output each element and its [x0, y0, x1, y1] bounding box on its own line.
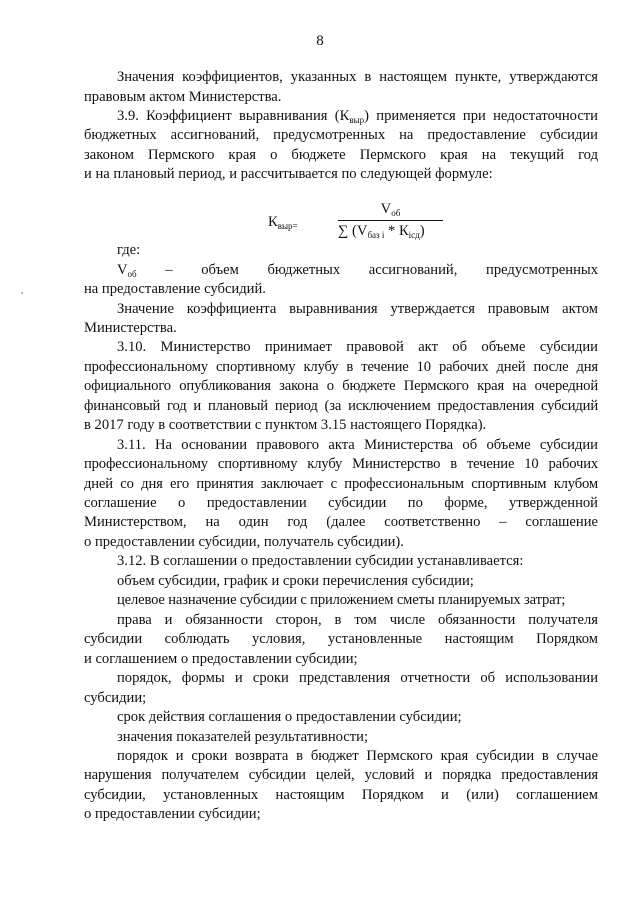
text-line: в 2017 году в соответствии с пунктом 3.15 настоящего Порядка). — [84, 417, 487, 433]
text-line: бюджетных ассигнований, предусмотренных на предоставление субсидии — [84, 127, 598, 143]
text-line: финансовый год и плановый период (за исключением предоставления субсидий — [84, 398, 598, 414]
text-line: законом Пермского края о бюджете Пермского края на текущий год — [84, 147, 598, 163]
subscript: выр — [349, 115, 365, 125]
text-line: права и обязанности сторон, в том числе обязанности получателя — [117, 612, 598, 628]
formula-symbol: К — [268, 214, 278, 230]
text-line: дней со дня его принятия заключает с профессиональным спортивным клубом — [84, 476, 598, 492]
text-line: и соглашением о предоставлении субсидии; — [84, 651, 358, 667]
text-line: субсидии соблюдать условия, установленные настоящим Порядком — [84, 631, 598, 647]
formula-lhs — [268, 213, 298, 232]
text-fragment: ) применяется при недостаточности — [364, 108, 598, 124]
subscript: iсд — [408, 230, 420, 240]
text-line: официального опубликования закона о бюджете Пермского края на очередной — [84, 378, 598, 394]
text-line: нарушения получателем субсидии целей, условий и порядка предоставления — [84, 767, 598, 783]
text-line: где: — [117, 242, 141, 258]
subscript: выр= — [277, 221, 298, 231]
formula-symbol: ∑ (V — [338, 223, 368, 239]
formula-numerator — [338, 200, 443, 219]
text-line: 3.12. В соглашении о предоставлении субсидии устанавливается: — [117, 553, 524, 569]
text-line — [117, 261, 598, 280]
text-line: Министерства. — [84, 320, 177, 336]
fraction-bar — [338, 220, 443, 221]
text-line: и на плановый период, и рассчитывается по следующей формуле: — [84, 166, 493, 182]
text-line: Значения коэффициентов, указанных в настоящем пункте, утверждаются — [117, 69, 598, 85]
text-line: порядок и сроки возврата в бюджет Пермского края субсидии в случае — [117, 748, 598, 764]
formula-denominator — [338, 222, 448, 241]
text-fragment: V — [117, 262, 128, 278]
text-line: срок действия соглашения о предоставлении субсидии; — [117, 709, 462, 725]
formula-symbol: ) — [419, 223, 425, 239]
text-line: значения показателей результативности; — [117, 729, 369, 745]
text-line: Значение коэффициента выравнивания утверждается правовым актом — [117, 301, 598, 317]
text-fragment: – объем бюджетных ассигнований, предусмотренных — [136, 262, 598, 278]
text-line: 3.11. На основании правового акта Министерства об объеме субсидии — [117, 437, 598, 453]
text-line: на предоставление субсидий. — [84, 281, 266, 297]
page-number: 8 — [316, 33, 324, 49]
text-line: соглашение о предоставлении субсидии по форме, утвержденной — [84, 495, 598, 511]
text-line: субсидии; — [84, 690, 147, 706]
text-line: целевое назначение субсидии с приложением сметы планируемых затрат; — [117, 592, 566, 608]
text-line: объем субсидии, график и сроки перечисления субсидии; — [117, 573, 474, 589]
text-line: профессиональному спортивному клубу в течение 10 рабочих дней после дня — [84, 359, 598, 375]
formula-symbol: * К — [384, 223, 409, 239]
subscript: об — [127, 269, 137, 279]
text-line: порядок, формы и сроки представления отчетности об использовании — [117, 670, 598, 686]
text-line — [117, 107, 598, 126]
text-line: профессиональному спортивному клубу Министерство в течение 10 рабочих — [84, 456, 598, 472]
subscript: баз i — [367, 230, 385, 240]
text-line: о предоставлении субсидии, получатель субсидии). — [84, 534, 404, 550]
text-fragment: 3.9. Коэффициент выравнивания (К — [117, 108, 350, 124]
margin-mark — [21, 292, 23, 294]
text-line: о предоставлении субсидии; — [84, 806, 261, 822]
text-line: правовым актом Министерства. — [84, 89, 282, 105]
text-line: 3.10. Министерство принимает правовой акт об объеме субсидии — [117, 339, 598, 355]
subscript: об — [391, 208, 401, 218]
text-line: Министерством, на один год (далее соответственно – соглашение — [84, 514, 598, 530]
text-line: субсидии, установленных настоящим Порядком и (или) соглашением — [84, 787, 598, 803]
formula-symbol: V — [380, 201, 392, 217]
